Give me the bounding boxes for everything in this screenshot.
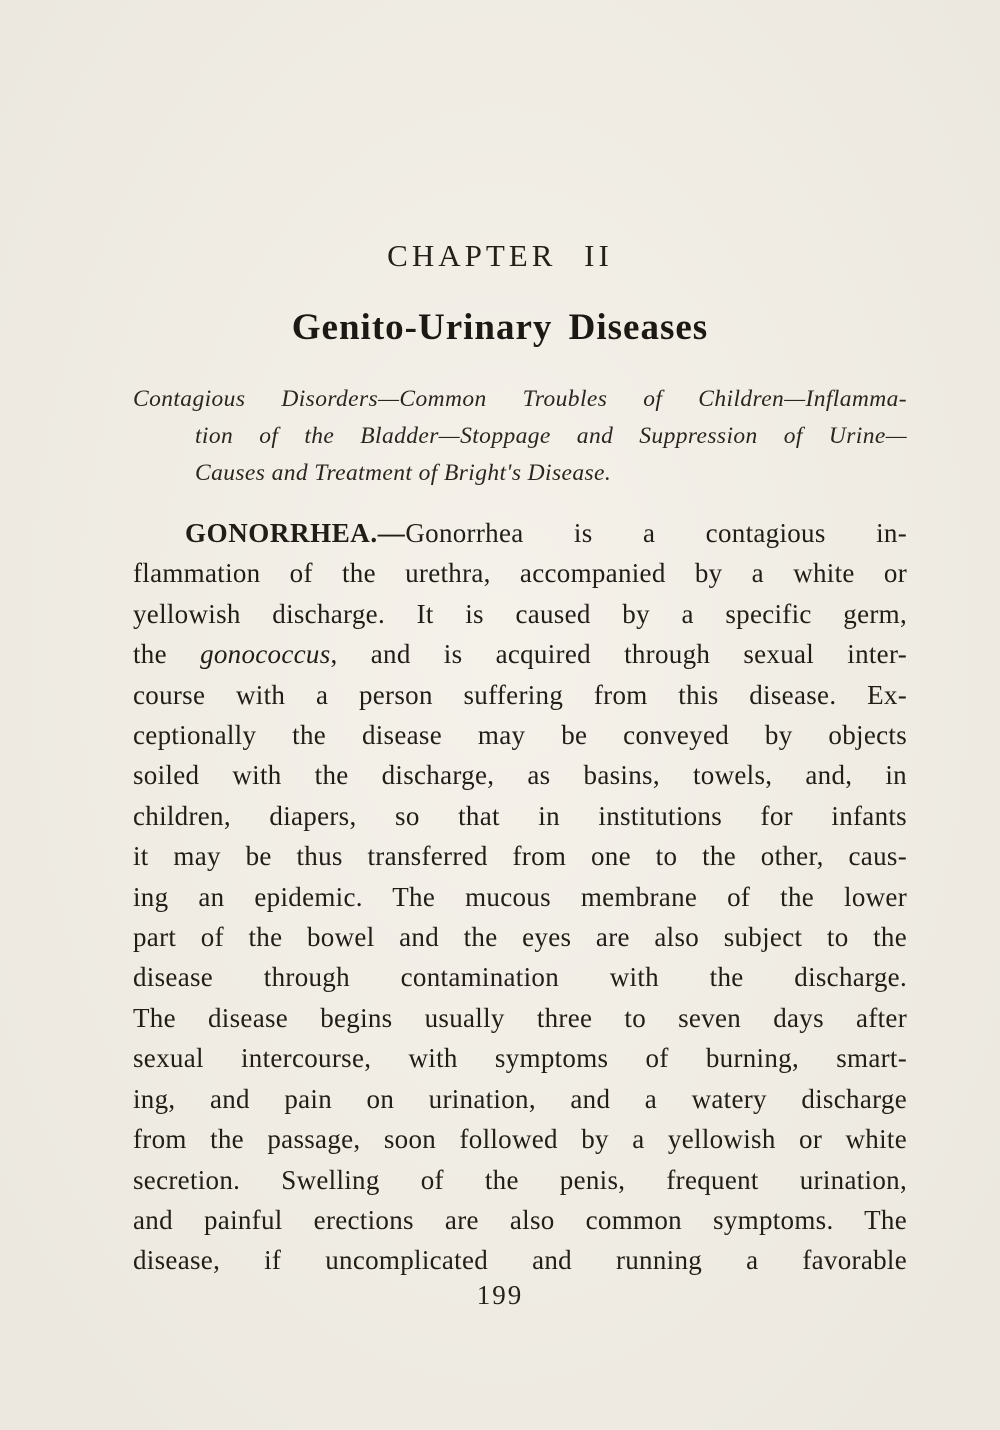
body-line: The disease begins usually three to seven days after: [133, 1002, 907, 1033]
body-line: children, diapers, so that in institutions for infants: [133, 800, 907, 831]
body-line: ing an epidemic. The mucous membrane of the lower: [133, 881, 907, 912]
body-line: it may be thus transferred from one to the other, caus-: [133, 841, 907, 872]
body-line: course with a person suffering from this disease. Ex-: [133, 679, 907, 710]
body-line: from the passage, soon followed by a yellowish or white: [133, 1124, 907, 1155]
plain-text: Gonorrhea is a contagious in-: [405, 518, 907, 548]
body-line: [133, 513, 907, 553]
page-title: Genito-Urinary Diseases: [291, 307, 709, 348]
body-line: disease, if uncomplicated and running a favorable: [133, 1245, 907, 1276]
bold-text: GONORRHEA.—: [185, 518, 406, 548]
chapter-heading: CHAPTER II: [387, 238, 613, 273]
summary-line: Contagious Disorders—Common Troubles of Children—Inflamma-: [133, 386, 907, 412]
body-line: ing, and pain on urination, and a watery discharge: [133, 1083, 907, 1114]
body-line: sexual intercourse, with symptoms of burning, smart-: [133, 1043, 907, 1074]
body-line: [133, 634, 907, 674]
body-line: disease through contamination with the discharge.: [133, 962, 907, 993]
summary-line: tion of the Bladder—Stoppage and Suppression of Urine—: [195, 423, 907, 449]
body-line: yellowish discharge. It is caused by a specific germ,: [133, 598, 907, 629]
body-line: secretion. Swelling of the penis, frequent urination,: [133, 1164, 907, 1195]
body-line: part of the bowel and the eyes are also subject to the: [133, 922, 907, 953]
plain-text: the: [133, 639, 201, 670]
page-number: 199: [476, 1280, 524, 1310]
plain-text: , and is acquired through sexual inter-: [330, 639, 907, 670]
body-paragraph: [133, 513, 907, 1281]
chapter-summary: [133, 381, 907, 492]
body-line: and painful erections are also common symptoms. The: [133, 1204, 907, 1235]
body-line: flammation of the urethra, accompanied by a white or: [133, 558, 907, 589]
body-line: soiled with the discharge, as basins, towels, and, in: [133, 760, 907, 791]
italic-text: gonococcus: [200, 639, 331, 670]
body-line: ceptionally the disease may be conveyed by objects: [133, 720, 907, 751]
summary-line: Causes and Treatment of Bright's Disease.: [195, 460, 612, 486]
